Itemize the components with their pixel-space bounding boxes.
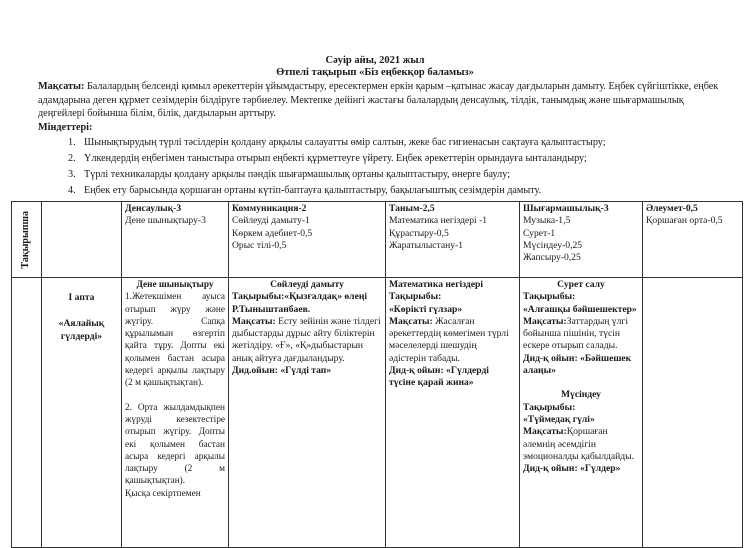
plan-table [11,201,743,548]
goal-label: Мақсаты: [38,81,85,92]
modeling-title: Мүсіндеу [561,389,601,401]
goal-text: Балалардың белсенді қимыл әрекеттерін ұйымдастыру, ересектермен еркін қарым –қатынас жасау дағдыларын дамыту. Еңбек сүйгіштікке, еңбек адамдарына деген құрмет сезімдерін білдіруге тәрбиелеу. Мектепке дейінгі жастағы балалардың денсаулық, тілдік, танымдық және шығармашылық деңгейлері бойынша білім, білік, дағдыларын арттыру. [38,81,719,119]
art-activity: Сурет салу Тақырыбы: «Алғашқы бәйшешектер» Мақсаты:Заттардың үлгі бойынша пішінін, түсін ескере отырып салады. Дид-қ ойын: «Бәйшешек алаңы» Мүсіндеу Тақырыбы: «Түймедақ гүлі» Мақсаты:Қоршаған әлемнің әсемдігін эмоционалды қабылдайды. Дид-қ ойын: «Гүлдер» [520,278,643,548]
health-activity: Дене шынықтыру 1.Жетекшімен ауыса отырып жүру және жүгіру. Сапқа құрылымын өзгертіп қайта тұру. Допты екі қолымен бастан асыра кедергі арқылы лақтыру (2 м қашықтықтан). 2. Орта жылдамдықпен жүруді кезектестіре отырып жүгіру. Допты екі қолымен бастан асыра кедергі арқылы лақтыру (2 м қашықтықтан). Қысқа секіртпемен [122,278,229,548]
area-cognition: Таным-2,5 Математика негіздері -1 Құрастыру-0,5 Жаратылыстану-1 [386,202,520,278]
area-health: Денсаулық-3 Дене шынықтыру-3 [122,202,229,278]
math-activity: Математика негіздері Тақырыбы: «Көрікті гүлзар» Мақсаты: Жасалған әрекеттердің көмегімен түрлі мәселелерді шешудің әдістерін табады. Дид-қ ойын: «Гүлдерді түсіне қарай жина» [386,278,520,548]
task-item: 3. Түрлі техникаларды қолдану арқылы пәндік шығармашылық ортаны қалыптастыру, өнерге баулу; [68,169,511,180]
area-communication: Коммуникация-2 Сөйлеуді дамыту-1 Көркем әдебиет-0,5 Орыс тілі-0,5 [229,202,386,278]
goal-paragraph [38,80,728,121]
week-label: І апта [68,292,95,303]
speech-activity: Сөйлеуді дамыту Тақырыбы:«Қызғалдақ» өлеңі Р.Тыныштанбаев. Мақсаты: Есту зейінін және тілдегі дыбыстарды дұрыс айту біліктерін жетілдіру. «Ғ», «Қ»дыбыстарын анық айтуға дағдыландыру. Дид.ойын: «Гүлді тап» [229,278,386,548]
blank-cell [42,202,122,278]
area-social: Әлеумет-0,5 Қоршаған орта-0,5 [643,202,743,278]
week-cell [42,278,122,548]
areas-row [12,202,743,278]
task-item: 1. Шынықтырудың түрлі тәсілдерін қолдану арқылы салауатты өмір салтын, жеке бас гигиенасын сақтауға қалыптастыру; [68,137,606,148]
area-creativity: Шығармашылық-3 Музыка-1,5 Сурет-1 Мүсіндеу-0,25 Жапсыру-0,25 [520,202,643,278]
week-theme: «Аялайық гүлдерді» [58,318,105,342]
side-blank-cell [12,278,42,548]
document-month: Сәуір айы, 2021 жыл [325,55,425,66]
task-item: 4. Еңбек ету барысында қоршаған ортаны күтіп-баптауға қалыптастыру, бақылағыштық сезімдерін дамыту. [68,185,542,196]
social-activity [643,278,743,548]
tasks-title: Міндеттері: [38,122,93,133]
side-header: Тақырыпша [20,210,32,269]
side-header-cell [12,202,42,278]
document-topic: Өтпелі тақырып «Біз еңбекқор баламыз» [276,67,474,78]
week-row [12,278,743,548]
task-item: 2. Үлкендердің еңбегімен таныстыра отырып еңбекті құрметтеуге үйрету. Еңбек әрекеттерін орындауға ынталандыру; [68,153,587,164]
